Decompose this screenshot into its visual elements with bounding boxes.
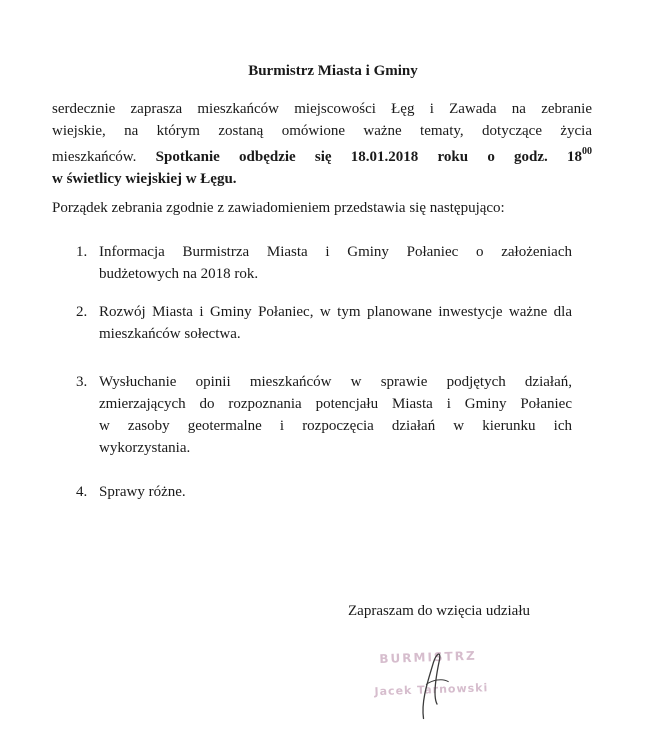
agenda-item-text <box>99 371 572 459</box>
agenda-item-line: Sprawy różne. <box>99 484 186 500</box>
intro-line-3-normal: mieszkańców. <box>52 149 137 165</box>
stamp-title: BURMISTRZ <box>379 648 477 666</box>
agenda-item-number: 4. <box>76 484 88 500</box>
agenda-item-text <box>99 301 572 345</box>
invitation-paragraph <box>52 98 592 190</box>
document-title: Burmistrz Miasta i Gminy <box>248 63 418 79</box>
agenda-item-text <box>99 241 572 285</box>
agenda-item-line: mieszkańców sołectwa. <box>99 326 241 342</box>
agenda-item-line: budżetowych na 2018 rok. <box>99 266 259 282</box>
mayor-stamp <box>361 637 513 712</box>
agenda-item-line: Wysłuchanie opinii mieszkańców w sprawie podjętych działań, <box>99 374 572 390</box>
meeting-date-time: Spotkanie odbędzie się 18.01.2018 roku o godz. 18 <box>155 149 582 165</box>
meeting-location: w świetlicy wiejskiej w Łęgu. <box>52 171 237 187</box>
agenda-item-line: w zasoby geotermalne i rozpoczęcia działań w kierunku ich <box>99 418 572 434</box>
agenda-item-line: Informacja Burmistrza Miasta i Gminy Połaniec o założeniach <box>99 244 572 260</box>
agenda-item-line: Rozwój Miasta i Gminy Połaniec, w tym planowane inwestycje ważne dla <box>99 304 572 320</box>
agenda-item-number: 3. <box>76 374 88 390</box>
closing-invitation: Zapraszam do wzięcia udziału <box>348 603 530 619</box>
intro-line-4 <box>52 168 592 190</box>
agenda-item-number: 2. <box>76 304 88 320</box>
agenda-item-number: 1. <box>76 244 88 260</box>
agenda-item-line: wykorzystania. <box>99 440 191 456</box>
intro-line-2: wiejskie, na którym zostaną omówione ważne tematy, dotyczące życia <box>52 123 592 139</box>
agenda-heading: Porządek zebrania zgodnie z zawiadomieniem przedstawia się następująco: <box>52 200 505 216</box>
intro-line-1: serdecznie zaprasza mieszkańców miejscowości Łęg i Zawada na zebranie <box>52 101 592 117</box>
intro-line-3 <box>52 142 592 168</box>
agenda-item-text <box>99 481 572 503</box>
meeting-time-minutes: 00 <box>582 146 592 157</box>
stamp-name: Jacek Tarnowski <box>374 681 489 699</box>
agenda-item-line: zmierzających do rozpoznania potencjału Miasta i Gminy Połaniec <box>99 396 572 412</box>
handwritten-signature <box>361 637 514 722</box>
